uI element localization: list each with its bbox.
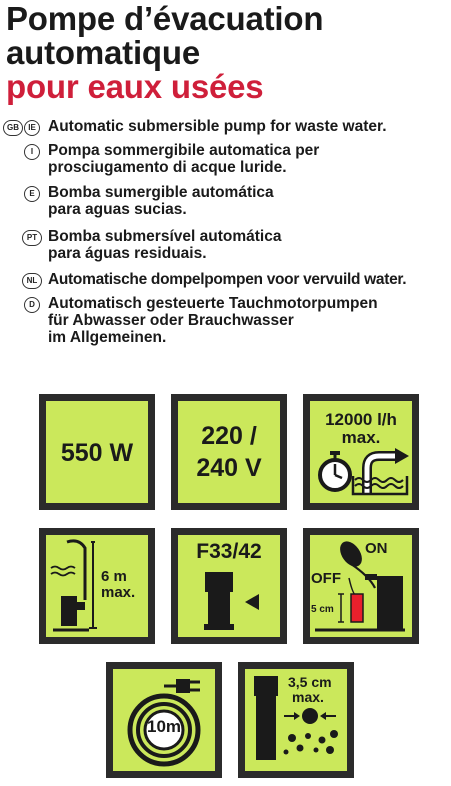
pump-outlet-icon xyxy=(201,568,265,632)
lang-text: Bomba submersível automática xyxy=(48,228,282,245)
title-line-3: pour eaux usées xyxy=(6,68,264,105)
lang-text: prosciugamento di acque luride. xyxy=(48,159,287,176)
particles-icon xyxy=(282,704,342,764)
cable-length-label: 10m xyxy=(146,717,182,736)
lang-badge-pt: PT xyxy=(22,230,42,246)
tile-voltage xyxy=(171,394,287,510)
float-off-label: OFF xyxy=(311,570,341,587)
depth-max: max. xyxy=(101,584,136,601)
pump-depth-icon xyxy=(49,538,109,634)
depth-value: 6 m xyxy=(101,568,127,585)
tile-model xyxy=(171,528,287,644)
lang-badge-d: D xyxy=(24,297,40,313)
lang-text: Automatisch gesteuerte Tauchmotorpumpen xyxy=(48,295,378,312)
tile-float-switch xyxy=(303,528,419,644)
water-pipe-icon xyxy=(353,446,413,496)
model-label: F33/42 xyxy=(196,540,262,563)
lang-text: Automatic submersible pump for waste water. xyxy=(48,118,387,135)
lang-text: para águas residuais. xyxy=(48,245,207,262)
tile-flow xyxy=(303,394,419,510)
title-line-1: Pompe d’évacuation xyxy=(6,0,324,37)
lang-text: Pompa sommergibile automatica per xyxy=(48,142,320,159)
page-title xyxy=(6,2,451,104)
particle-size-label: 3,5 cm xyxy=(288,674,332,690)
power-label: 550 W xyxy=(60,439,134,467)
particle-max-label: max. xyxy=(292,689,324,705)
lang-text: für Abwasser oder Brauchwasser xyxy=(48,312,294,329)
lang-text: im Allgemeinen. xyxy=(48,329,167,346)
tile-particles xyxy=(238,662,354,778)
tile-depth xyxy=(39,528,155,644)
lang-text: Bomba sumergible automática xyxy=(48,184,274,201)
lang-badge-e: E xyxy=(24,186,40,202)
stopwatch-icon xyxy=(315,450,355,494)
lang-badge-nl: NL xyxy=(22,273,42,289)
float-height-label: 5 cm xyxy=(311,604,334,615)
lang-text: Automatische dompelpompen voor vervuild water. xyxy=(48,271,407,288)
float-on-label: ON xyxy=(365,540,388,557)
flow-line-2: max. xyxy=(341,428,381,447)
tile-cable xyxy=(106,662,222,778)
tile-power xyxy=(39,394,155,510)
lang-badge-i: I xyxy=(24,144,40,160)
lang-badge-ie: IE xyxy=(24,120,40,136)
title-line-2: automatique xyxy=(6,34,200,71)
flow-line-1: 12000 l/h xyxy=(325,410,397,429)
voltage-line-1: 220 / xyxy=(201,422,257,450)
voltage-line-2: 240 V xyxy=(196,454,262,482)
lang-badge-gb: GB xyxy=(3,120,23,136)
lang-text: para aguas sucias. xyxy=(48,201,187,218)
